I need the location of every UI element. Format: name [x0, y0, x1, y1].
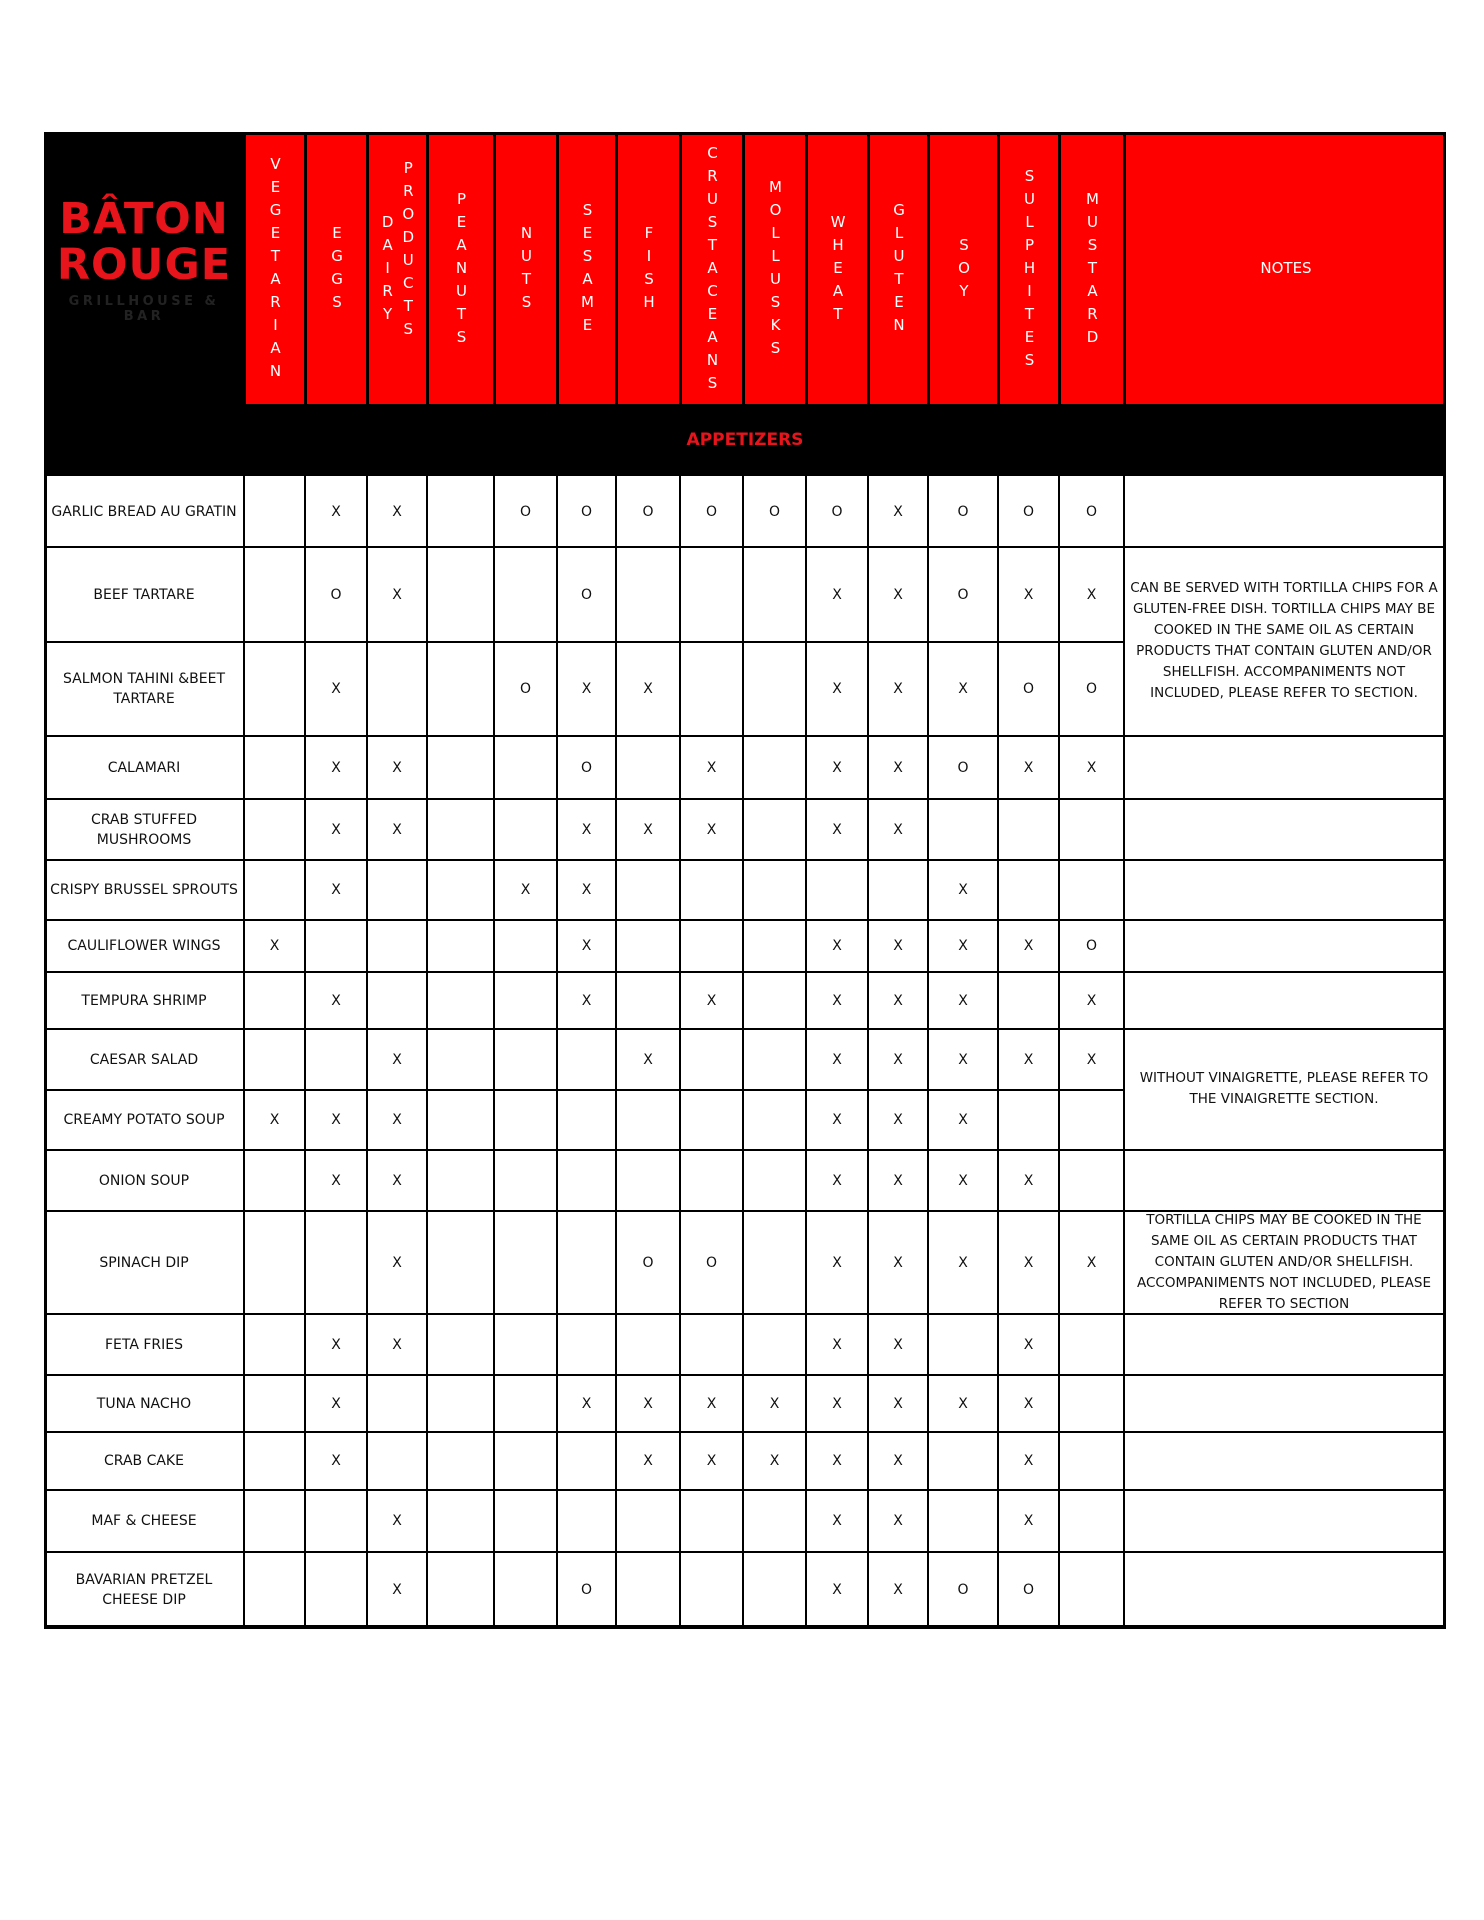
allergen-mark-fish: X	[643, 1453, 653, 1469]
allergen-label-sesame: S E S A M E	[581, 201, 594, 334]
allergen-mark-sesame: X	[581, 821, 592, 838]
column-divider	[493, 476, 495, 1628]
allergen-mark-gluten: X	[893, 1172, 903, 1189]
dish-name: CRISPY BRUSSEL SPROUTS	[50, 882, 238, 898]
header-divider	[679, 132, 681, 404]
allergen-label-crustaceans: C R U S T A C E A N S	[706, 143, 719, 392]
allergen-mark-wheat: X	[832, 1513, 842, 1529]
column-divider	[742, 476, 744, 1628]
allergen-mark-soy: O	[957, 1582, 969, 1598]
allergen-mark-sesame: X	[581, 938, 592, 954]
allergen-header-gluten	[868, 132, 928, 404]
allergen-mark-gluten: X	[893, 503, 903, 520]
allergen-mark-gluten: X	[893, 938, 903, 954]
allergen-mark-dairy: X	[392, 1112, 402, 1128]
allergen-mark-soy: X	[958, 1051, 968, 1068]
allergen-mark-wheat: X	[832, 1453, 842, 1469]
allergen-mark-wheat: X	[832, 681, 842, 697]
row-divider	[44, 1431, 1446, 1433]
dish-name: MAF & CHEESE	[91, 1513, 197, 1529]
allergen-mark-eggs: X	[331, 1172, 341, 1189]
header-divider	[997, 132, 999, 404]
allergen-header-fish	[616, 132, 680, 404]
column-divider	[1058, 476, 1060, 1628]
logo-line-1: BÂTON	[59, 194, 229, 244]
notes-header	[1124, 132, 1446, 404]
dish-name: CRAB CAKE	[104, 1453, 184, 1469]
allergen-mark-sulphites: X	[1023, 1172, 1034, 1189]
allergen-mark-mollusks: O	[768, 503, 781, 520]
allergen-mark-soy: X	[958, 882, 968, 898]
allergen-mark-sulphites: X	[1023, 938, 1034, 954]
allergen-mark-dairy: X	[392, 1254, 402, 1271]
column-divider	[304, 476, 306, 1628]
allergen-mark-wheat: X	[832, 938, 842, 954]
allergen-mark-sulphites: O	[1022, 681, 1035, 697]
dish-name: GARLIC BREAD AU GRATIN	[51, 503, 237, 520]
allergen-mark-soy: O	[957, 759, 969, 776]
allergen-header-nuts	[494, 132, 557, 404]
allergen-mark-sulphites: X	[1023, 1254, 1034, 1271]
dish-name: SALMON TAHINI &BEET TARTARE	[62, 671, 226, 707]
allergen-mark-mustard: X	[1086, 992, 1097, 1009]
allergen-mark-gluten: X	[893, 759, 903, 776]
allergen-mark-eggs: X	[331, 1453, 341, 1469]
allergen-mark-soy: X	[958, 992, 968, 1009]
allergen-mark-crustaceans: X	[706, 1453, 717, 1469]
section-header	[44, 404, 1446, 476]
allergen-mark-fish: X	[643, 1395, 653, 1412]
allergen-mark-wheat: X	[832, 992, 842, 1009]
allergen-mark-soy: X	[958, 1254, 968, 1271]
allergen-label-mustard: M U S T A R D	[1086, 189, 1099, 346]
allergen-mark-soy: O	[957, 503, 969, 520]
row-divider	[44, 735, 1446, 737]
allergen-mark-wheat: X	[832, 1172, 842, 1189]
row-divider	[44, 859, 1446, 861]
allergen-mark-sulphites: X	[1023, 1513, 1034, 1529]
allergen-mark-crustaceans: X	[706, 1395, 717, 1412]
header-divider	[426, 132, 428, 404]
allergen-mark-mustard: X	[1086, 759, 1097, 776]
allergen-mark-wheat: X	[832, 1336, 842, 1353]
allergen-mark-fish: X	[643, 821, 653, 838]
note-cell: WITHOUT VINAIGRETTE, PLEASE REFER TO THE VINAIGRETTE SECTION.	[1125, 1030, 1443, 1148]
allergen-label-wheat: W H E A T	[830, 212, 846, 323]
allergen-mark-gluten: X	[893, 586, 903, 603]
allergen-label-peanuts: P E A N U T S	[455, 189, 468, 346]
allergen-mark-gluten: X	[893, 1254, 903, 1271]
allergen-mark-dairy: X	[392, 586, 402, 603]
header-divider	[243, 132, 245, 404]
allergen-mark-vegetarian: X	[269, 1112, 280, 1128]
column-divider	[679, 476, 681, 1628]
column-divider	[867, 476, 869, 1628]
allergen-mark-mustard: X	[1086, 1051, 1097, 1068]
allergen-mark-sesame: X	[581, 882, 592, 898]
logo-panel	[44, 132, 244, 404]
allergen-header-sesame	[557, 132, 616, 404]
dish-name: CAULIFLOWER WINGS	[67, 938, 221, 954]
column-divider	[426, 476, 428, 1628]
header-divider	[1058, 132, 1060, 404]
allergen-mark-gluten: X	[893, 1453, 903, 1469]
allergen-label-mollusks: M O L L U S K S	[769, 178, 782, 357]
allergen-mark-eggs: X	[331, 992, 341, 1009]
allergen-mark-wheat: X	[832, 1112, 842, 1128]
allergen-mark-mustard: X	[1086, 1254, 1097, 1271]
allergen-mark-wheat: X	[832, 1051, 842, 1068]
note-cell: CAN BE SERVED WITH TORTILLA CHIPS FOR A GLUTEN-FREE DISH. TORTILLA CHIPS MAY BE COOKED IN THE SAME OIL AS CERTAIN PRODUCTS THAT CONTAIN GLUTEN AND/OR SHELLFISH. ACCOMPANIMENTS NOT INCLUDED, PLEASE REFER TO SECTION.	[1125, 548, 1443, 734]
allergen-mark-dairy: X	[392, 1336, 402, 1353]
allergen-header-wheat	[806, 132, 868, 404]
column-divider	[927, 476, 929, 1628]
row-divider	[44, 1489, 1446, 1491]
allergen-mark-sulphites: X	[1023, 1395, 1034, 1412]
allergen-header-crustaceans	[680, 132, 743, 404]
column-divider	[615, 476, 617, 1628]
allergen-mark-sesame: X	[581, 1395, 592, 1412]
header-divider	[556, 132, 558, 404]
allergen-mark-gluten: X	[893, 1336, 903, 1353]
header-divider	[304, 132, 306, 404]
allergen-mark-soy: X	[958, 681, 968, 697]
header-divider	[493, 132, 495, 404]
allergen-mark-mustard: X	[1086, 586, 1097, 603]
allergen-mark-dairy: X	[392, 759, 402, 776]
allergen-mark-dairy: X	[392, 503, 402, 520]
allergen-mark-crustaceans: O	[705, 1254, 718, 1271]
header-divider	[615, 132, 617, 404]
note-cell: TORTILLA CHIPS MAY BE COOKED IN THE SAME OIL AS CERTAIN PRODUCTS THAT CONTAIN GLUTEN AND/OR SHELLFISH. ACCOMPANIMENTS NOT INCLUDED, PLEASE REFER TO SECTION	[1125, 1212, 1443, 1312]
allergen-mark-wheat: X	[832, 1395, 842, 1412]
allergen-header-sulphites	[998, 132, 1059, 404]
allergen-label-fish: F I S H	[643, 224, 655, 311]
column-divider	[366, 476, 368, 1628]
allergen-mark-gluten: X	[893, 1051, 903, 1068]
allergen-mark-sulphites: X	[1023, 586, 1034, 603]
allergen-mark-fish: O	[642, 1254, 654, 1271]
allergen-mark-soy: X	[958, 1112, 968, 1128]
row-divider	[44, 798, 1446, 800]
allergen-mark-soy: X	[958, 1395, 968, 1412]
row-divider	[44, 919, 1446, 921]
allergen-header-mustard	[1059, 132, 1124, 404]
header-divider	[927, 132, 929, 404]
allergen-mark-fish: X	[643, 681, 653, 697]
allergen-mark-gluten: X	[893, 1582, 903, 1598]
dish-name: TUNA NACHO	[96, 1395, 192, 1412]
allergen-mark-gluten: X	[893, 681, 903, 697]
allergen-mark-dairy: X	[392, 1051, 402, 1068]
allergen-mark-mustard: O	[1085, 938, 1098, 954]
allergen-mark-wheat: X	[832, 586, 842, 603]
allergen-header-mollusks	[743, 132, 806, 404]
allergen-mark-nuts: X	[520, 882, 531, 898]
allergen-mark-wheat: X	[832, 1254, 842, 1271]
allergen-mark-fish: O	[642, 503, 654, 520]
allergen-header-peanuts	[427, 132, 494, 404]
allergen-mark-eggs: X	[331, 882, 341, 898]
allergen-mark-eggs: X	[331, 503, 341, 520]
dish-name: CRAB STUFFED MUSHROOMS	[91, 811, 197, 848]
allergen-mark-gluten: X	[893, 1112, 903, 1128]
allergen-mark-sesame: O	[580, 586, 593, 603]
column-divider	[556, 476, 558, 1628]
dish-name: CALAMARI	[107, 759, 181, 776]
allergen-mark-gluten: X	[893, 821, 903, 838]
allergen-mark-gluten: X	[893, 992, 903, 1009]
allergen-mark-crustaceans: X	[706, 992, 717, 1009]
header-divider	[1123, 132, 1125, 404]
allergen-mark-soy: X	[958, 1172, 968, 1189]
logo-line-2: ROUGE	[56, 240, 232, 290]
header-divider	[366, 132, 368, 404]
allergen-header-vegetarian	[244, 132, 305, 404]
allergen-label-dairy	[369, 132, 427, 404]
allergen-mark-crustaceans: X	[706, 759, 717, 776]
allergen-mark-crustaceans: X	[706, 821, 717, 838]
header-divider	[867, 132, 869, 404]
dish-name: SPINACH DIP	[99, 1254, 189, 1271]
dish-name: CAESAR SALAD	[89, 1051, 199, 1068]
allergen-mark-mollusks: X	[769, 1453, 780, 1469]
dish-name: CREAMY POTATO SOUP	[63, 1112, 225, 1128]
allergen-label-nuts: N U T S	[520, 224, 533, 311]
notes-header-label: NOTES	[1260, 259, 1312, 277]
allergen-mark-sesame: O	[580, 759, 593, 776]
allergen-mark-dairy: X	[392, 1582, 402, 1598]
row-divider	[44, 1627, 1446, 1629]
allergen-mark-wheat: X	[832, 1582, 842, 1598]
allergen-mark-eggs: X	[331, 821, 341, 838]
allergen-mark-eggs: X	[331, 759, 341, 776]
allergen-mark-eggs: X	[331, 681, 341, 697]
column-divider	[243, 476, 245, 1628]
header-divider	[742, 132, 744, 404]
dish-name: TEMPURA SHRIMP	[81, 992, 207, 1009]
dish-name: BEEF TARTARE	[93, 586, 195, 603]
allergen-mark-sulphites: O	[1022, 503, 1035, 520]
allergen-header-soy	[928, 132, 998, 404]
row-divider	[44, 1149, 1446, 1151]
allergen-mark-wheat: X	[832, 759, 842, 776]
allergen-label-sulphites: S U L P H I T E S	[1023, 166, 1036, 369]
allergen-label-part: D A I R Y	[381, 212, 394, 323]
column-divider	[997, 476, 999, 1628]
column-divider	[805, 476, 807, 1628]
header-divider	[805, 132, 807, 404]
allergen-mark-sesame: X	[581, 681, 592, 697]
allergen-mark-mustard: O	[1085, 681, 1098, 697]
allergen-mark-sulphites: O	[1022, 1582, 1035, 1598]
allergen-mark-eggs: X	[331, 1395, 341, 1412]
allergen-mark-soy: X	[958, 938, 968, 954]
dish-name: FETA FRIES	[104, 1336, 184, 1353]
allergen-mark-nuts: O	[519, 681, 532, 697]
allergen-mark-wheat: X	[832, 821, 842, 838]
allergen-mark-mustard: O	[1085, 503, 1098, 520]
allergen-mark-sulphites: X	[1023, 1336, 1034, 1353]
allergen-mark-eggs: X	[331, 1336, 341, 1353]
allergen-mark-sesame: X	[581, 992, 592, 1009]
allergen-mark-crustaceans: O	[705, 503, 718, 520]
allergen-mark-dairy: X	[392, 1172, 402, 1189]
allergen-header-dairy	[367, 132, 427, 404]
allergen-mark-eggs: O	[330, 586, 342, 603]
row-divider	[44, 971, 1446, 973]
allergen-label-eggs: E G G S	[331, 224, 343, 311]
allergen-mark-wheat: O	[831, 503, 843, 520]
allergen-label-gluten: G L U T E N	[893, 201, 905, 334]
allergen-mark-fish: X	[643, 1051, 653, 1068]
logo-subtitle: GRILLHOUSE & BAR	[68, 294, 220, 324]
allergen-mark-soy: O	[957, 586, 969, 603]
allergen-mark-mollusks: X	[769, 1395, 780, 1412]
dish-name: BAVARIAN PRETZEL CHEESE DIP	[75, 1572, 213, 1608]
allergen-mark-sesame: O	[580, 503, 593, 520]
allergen-mark-sulphites: X	[1023, 1051, 1034, 1068]
allergen-mark-eggs: X	[331, 1112, 341, 1128]
allergen-mark-sulphites: X	[1023, 759, 1034, 776]
allergen-label-part: P R O D U C T S	[402, 159, 415, 338]
allergen-mark-vegetarian: X	[269, 938, 280, 954]
dish-name: ONION SOUP	[98, 1172, 190, 1189]
allergen-label-vegetarian: V E G E T A R I A N	[269, 155, 282, 380]
allergen-header-eggs	[305, 132, 367, 404]
allergen-mark-dairy: X	[392, 821, 402, 838]
allergen-mark-gluten: X	[893, 1395, 903, 1412]
allergen-label-soy: S O Y	[958, 235, 970, 300]
row-divider	[44, 1374, 1446, 1376]
allergen-mark-sesame: O	[580, 1582, 593, 1598]
allergen-mark-nuts: O	[519, 503, 532, 520]
baton-rouge-logo	[54, 196, 234, 324]
allergen-table	[44, 132, 1446, 1628]
allergen-mark-sulphites: X	[1023, 1453, 1034, 1469]
section-title: APPETIZERS	[686, 430, 804, 450]
allergen-mark-gluten: X	[893, 1513, 903, 1529]
allergen-mark-dairy: X	[392, 1513, 402, 1529]
row-divider	[44, 1551, 1446, 1553]
